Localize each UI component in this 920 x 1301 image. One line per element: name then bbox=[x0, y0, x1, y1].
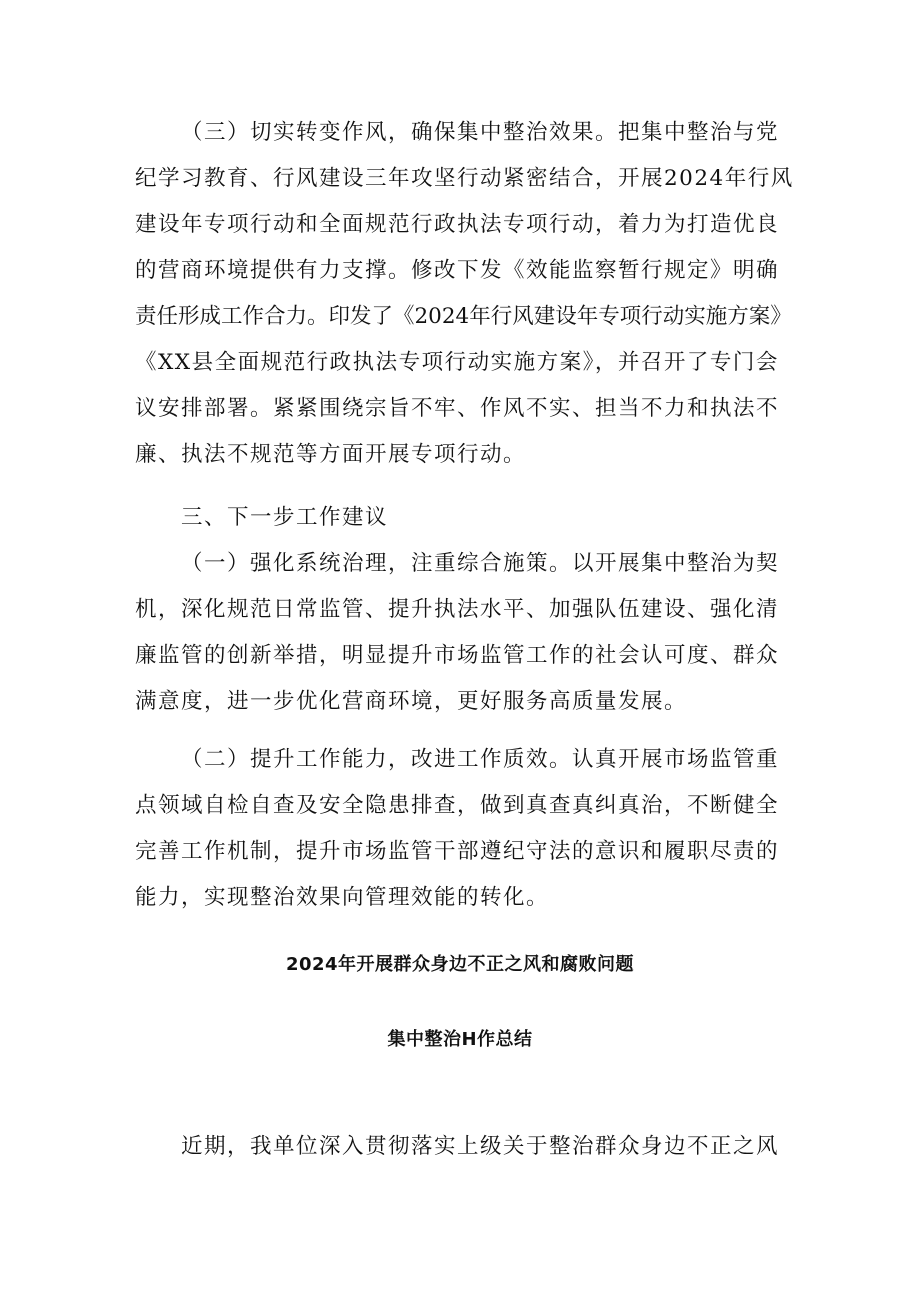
document-title-line-1: 2024年开展群众身边不正之风和腐败问题 bbox=[285, 954, 635, 975]
paragraph-line: 建设年专项行动和全面规范行政执法专项行动，着力为打造优良 bbox=[135, 212, 780, 237]
next-steps-item-two-paragraph bbox=[135, 737, 795, 921]
paragraph-line: （二）提升工作能力，改进工作质效。认真开展市场监管重 bbox=[181, 747, 780, 772]
paragraph-line: 点领域自检自查及安全隐患排查，做到真查真纠真治，不断健全 bbox=[135, 793, 780, 818]
paragraph-line: 廉、执法不规范等方面开展专项行动。 bbox=[135, 442, 527, 467]
section-heading: 三、下一步工作建议 bbox=[181, 505, 389, 530]
paragraph-line: 完善工作机制，提升市场监管干部遵纪守法的意识和履职尽责的 bbox=[135, 839, 780, 864]
paragraph-line: 廉监管的创新举措，明显提升市场监管工作的社会认可度、群众 bbox=[135, 643, 780, 668]
next-steps-heading-block bbox=[135, 495, 795, 541]
paragraph-line: 近期，我单位深入贯彻落实上级关于整治群众身边不正之风 bbox=[181, 1134, 780, 1159]
intro-paragraph bbox=[135, 1124, 795, 1170]
paragraph-line: 能力，实现整治效果向管理效能的转化。 bbox=[135, 885, 550, 910]
paragraph-line: 责任形成工作合力。印发了《2024年行风建设年专项行动实施方案》 bbox=[135, 304, 792, 329]
paragraph-line: 《XX县全面规范行政执法专项行动实施方案》，并召开了专门会 bbox=[135, 350, 779, 375]
next-steps-item-one-paragraph bbox=[135, 541, 795, 725]
section-three-item-three-paragraph bbox=[135, 110, 795, 478]
document-title-line-2: 集中整治H作总结 bbox=[387, 1029, 533, 1050]
paragraph-line: 的营商环境提供有力支撑。修改下发《效能监察暂行规定》明确 bbox=[135, 258, 780, 283]
paragraph-line: （三）切实转变作风，确保集中整治效果。把集中整治与党 bbox=[181, 120, 780, 145]
paragraph-line: 满意度，进一步优化营商环境，更好服务高质量发展。 bbox=[135, 689, 688, 714]
paragraph-line: 纪学习教育、行风建设三年攻坚行动紧密结合，开展2024年行风 bbox=[135, 166, 794, 191]
paragraph-line: 议安排部署。紧紧围绕宗旨不牢、作风不实、担当不力和执法不 bbox=[135, 396, 780, 421]
paragraph-line: 机，深化规范日常监管、提升执法水平、加强队伍建设、强化清 bbox=[135, 597, 780, 622]
paragraph-line: （一）强化系统治理，注重综合施策。以开展集中整治为契 bbox=[181, 551, 780, 576]
